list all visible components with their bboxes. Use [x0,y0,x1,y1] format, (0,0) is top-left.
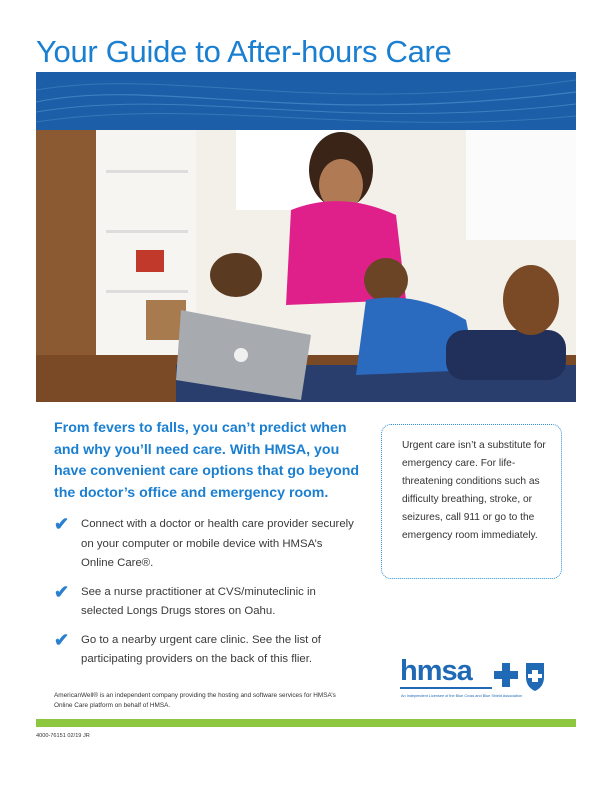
footnote: AmericanWell® is an independent company providing the hosting and software services for HMSA’s Online Care platform on behalf of HMSA. [54,692,336,709]
list-item-text: Connect with a doctor or health care provider securely on your computer or mobile device with HMSA’s Online Care®. [81,518,354,569]
logo-wordmark: hmsa [400,655,472,687]
list-item-text: Go to a nearby urgent care clinic. See the list of participating providers on the back of this flier. [81,633,321,665]
form-code: 4000-76151 02/19 JR [36,733,90,739]
checkmark-icon: ✔ [54,581,70,602]
intro-text: From fevers to falls, you can’t predict when and why you’ll need care. With HMSA, you have convenient care options that go beyond the doctor’s office and emergency room. [54,420,360,501]
callout-text: Urgent care isn’t a substitute for emergency care. For life-threatening conditions such as difficulty breathing, stroke, or seizures, call 911 or go to the emergency room immediately. [402,440,546,541]
wave-pattern [36,72,576,130]
blue-cross-blue-shield-icon [494,661,546,691]
mother-child-laptop-illustration [36,130,576,402]
checkmark-icon: ✔ [54,514,70,534]
list-item [54,515,354,574]
list-item [54,583,354,622]
page-title: Your Guide to After-hours Care [36,34,452,69]
care-options-list [54,515,354,679]
intro-paragraph [54,418,364,504]
logo-tagline: An Independent Licensee of the Blue Cross and Blue Shield Association [401,694,523,698]
list-item [54,631,354,670]
urgent-care-callout [381,424,562,579]
checkmark-icon: ✔ [54,629,70,650]
header-banner [36,72,576,130]
logo-underline [400,685,492,691]
list-item-text: See a nurse practitioner at CVS/minuteclinic in selected Longs Drugs stores on Oahu. [81,585,316,617]
hero-photo [36,130,576,402]
footer-green-bar [36,719,576,727]
